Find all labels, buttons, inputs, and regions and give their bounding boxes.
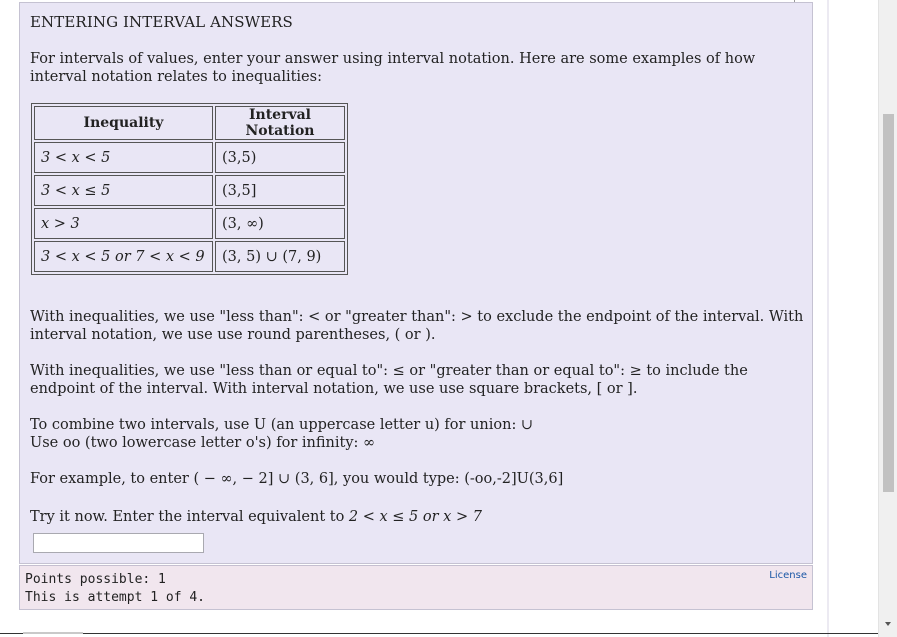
- bottom-divider: [0, 633, 878, 634]
- inclusive-endpoint-text: With inequalities, we use "less than or equal to": ≤ or "greater than or equal to": ≥ to include the endpoint of the interval. With interval notation, we use use square brackets, [ or ].: [30, 363, 748, 397]
- answer-input[interactable]: [33, 533, 204, 553]
- example-text: [30, 470, 810, 488]
- vertical-scrollbar[interactable]: [878, 0, 897, 637]
- scroll-down-arrow-icon[interactable]: [885, 622, 891, 626]
- example-math: ( − ∞, − 2] ∪ (3, 6]: [193, 471, 334, 487]
- question-panel: [19, 2, 813, 564]
- column-header-interval: Interval Notation: [215, 106, 345, 140]
- example-prefix: For example, to enter: [30, 471, 194, 487]
- scrollbar-thumb[interactable]: [883, 114, 894, 492]
- interval-table: [31, 103, 348, 275]
- union-instruction: To combine two intervals, use U (an uppercase letter u) for union: ∪: [30, 417, 534, 433]
- table-row: [34, 175, 345, 206]
- try-it-prompt: [30, 508, 810, 526]
- question-footer: [19, 565, 813, 610]
- interval-cell: (3,5): [215, 142, 345, 173]
- points-possible: Points possible: 1: [25, 572, 166, 587]
- content-edge: [827, 0, 829, 637]
- interval-cell: (3, ∞): [215, 208, 345, 239]
- interval-cell: (3,5]: [215, 175, 345, 206]
- inequality-cell: x > 3: [34, 208, 213, 239]
- page-title: ENTERING INTERVAL ANSWERS: [30, 13, 293, 31]
- intro-text: For intervals of values, enter your answer using interval notation. Here are some examples of how interval notation relates to inequalities:: [30, 51, 756, 85]
- table-header-row: [34, 106, 345, 140]
- attempt-counter: This is attempt 1 of 4.: [25, 590, 206, 605]
- bottom-tab: [23, 632, 83, 634]
- column-header-inequality: Inequality: [34, 106, 213, 140]
- table-row: [34, 241, 345, 272]
- inequality-cell: 3 < x < 5: [34, 142, 213, 173]
- table-row: [34, 142, 345, 173]
- inequality-cell: 3 < x < 5 or 7 < x < 9: [34, 241, 213, 272]
- table-row: [34, 208, 345, 239]
- example-suffix: , you would type: (-oo,-2]U(3,6]: [333, 471, 564, 487]
- exclusive-endpoint-text: With inequalities, we use "less than": < or "greater than": > to exclude the endpoint of the interval. With interval notation, we use use round parentheses, ( or ).: [30, 309, 804, 343]
- infinity-instruction: Use oo (two lowercase letter o's) for infinity: ∞: [30, 435, 376, 451]
- inequality-cell: 3 < x ≤ 5: [34, 175, 213, 206]
- try-prefix: Try it now. Enter the interval equivalent to: [30, 509, 349, 525]
- license-link[interactable]: License: [769, 570, 807, 581]
- try-math: 2 < x ≤ 5 or x > 7: [348, 509, 482, 525]
- interval-cell: (3, 5) ∪ (7, 9): [215, 241, 345, 272]
